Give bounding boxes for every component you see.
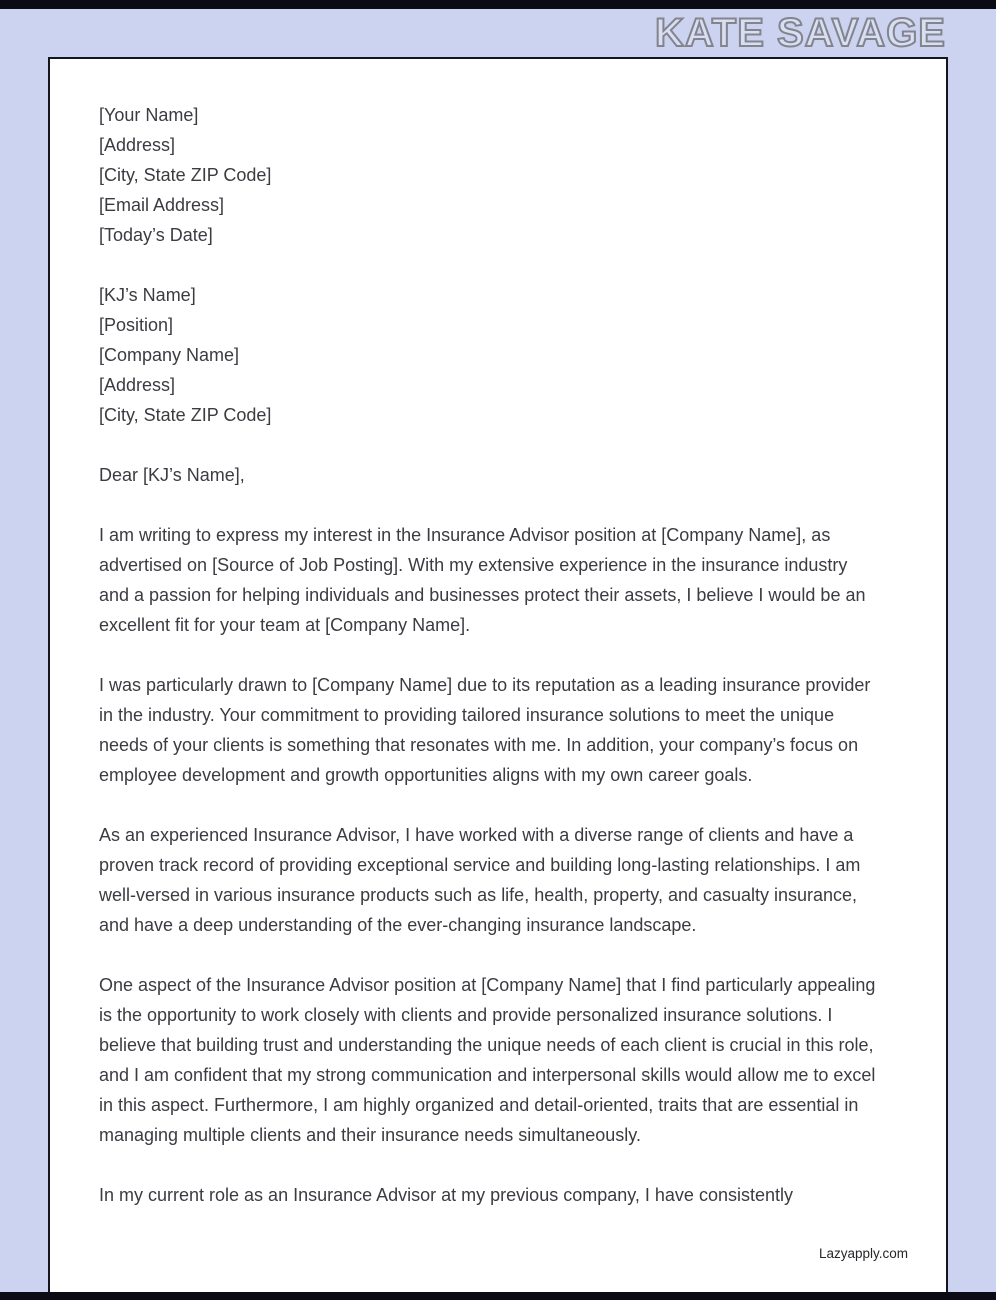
top-border-bar xyxy=(0,0,996,9)
sender-line: [City, State ZIP Code] xyxy=(99,165,272,185)
brand-logo: KATE SAVAGE xyxy=(654,11,946,55)
bottom-border-bar xyxy=(0,1292,996,1300)
letter-paragraph: I am writing to express my interest in the Insurance Advisor position at [Company Name], as advertised on [Source of Job Posting]. With my extensive experience in the insurance industry and a passion for helping individuals and businesses protect their assets, I believe I would be an excellent fit for your team at [Company Name]. xyxy=(99,525,866,635)
recipient-line: [Position] xyxy=(99,315,174,335)
sender-line: [Address] xyxy=(99,135,176,155)
recipient-line: [Address] xyxy=(99,375,176,395)
letter-paragraph: As an experienced Insurance Advisor, I have worked with a diverse range of clients and have a proven track record of providing exceptional service and building long-lasting relationships. I am well-versed in various insurance products such as life, health, property, and casualty insurance, and have a deep understanding of the ever-changing insurance landscape. xyxy=(99,825,861,935)
letter-paragraph: In my current role as an Insurance Advisor at my previous company, I have consistently xyxy=(99,1185,793,1205)
sender-address-block xyxy=(99,100,896,250)
recipient-line: [City, State ZIP Code] xyxy=(99,405,272,425)
recipient-line: [Company Name] xyxy=(99,345,240,365)
letter-paragraph: I was particularly drawn to [Company Name] due to its reputation as a leading insurance provider in the industry. Your commitment to providing tailored insurance solutions to meet the unique needs of your clients is something that resonates with me. In addition, your company’s focus on employee development and growth opportunities aligns with my own career goals. xyxy=(99,675,871,785)
sender-line: [Your Name] xyxy=(99,105,199,125)
letter-paragraph: One aspect of the Insurance Advisor position at [Company Name] that I find particularly appealing is the opportunity to work closely with clients and provide personalized insurance solutions. I believe that building trust and understanding the unique needs of each client is crucial in this role, and I am confident that my strong communication and interpersonal skills would allow me to excel in this aspect. Furthermore, I am highly organized and detail-oriented, traits that are essential in managing multiple clients and their insurance needs simultaneously. xyxy=(99,975,876,1145)
sender-line: [Today’s Date] xyxy=(99,225,213,245)
letter-body xyxy=(50,59,946,1210)
salutation: Dear [KJ’s Name], xyxy=(99,465,245,485)
watermark-text: Lazyapply.com xyxy=(818,1246,908,1261)
cover-letter-document xyxy=(48,57,948,1300)
sender-line: [Email Address] xyxy=(99,195,225,215)
recipient-address-block xyxy=(99,280,896,430)
recipient-line: [KJ’s Name] xyxy=(99,285,196,305)
header xyxy=(0,9,996,57)
